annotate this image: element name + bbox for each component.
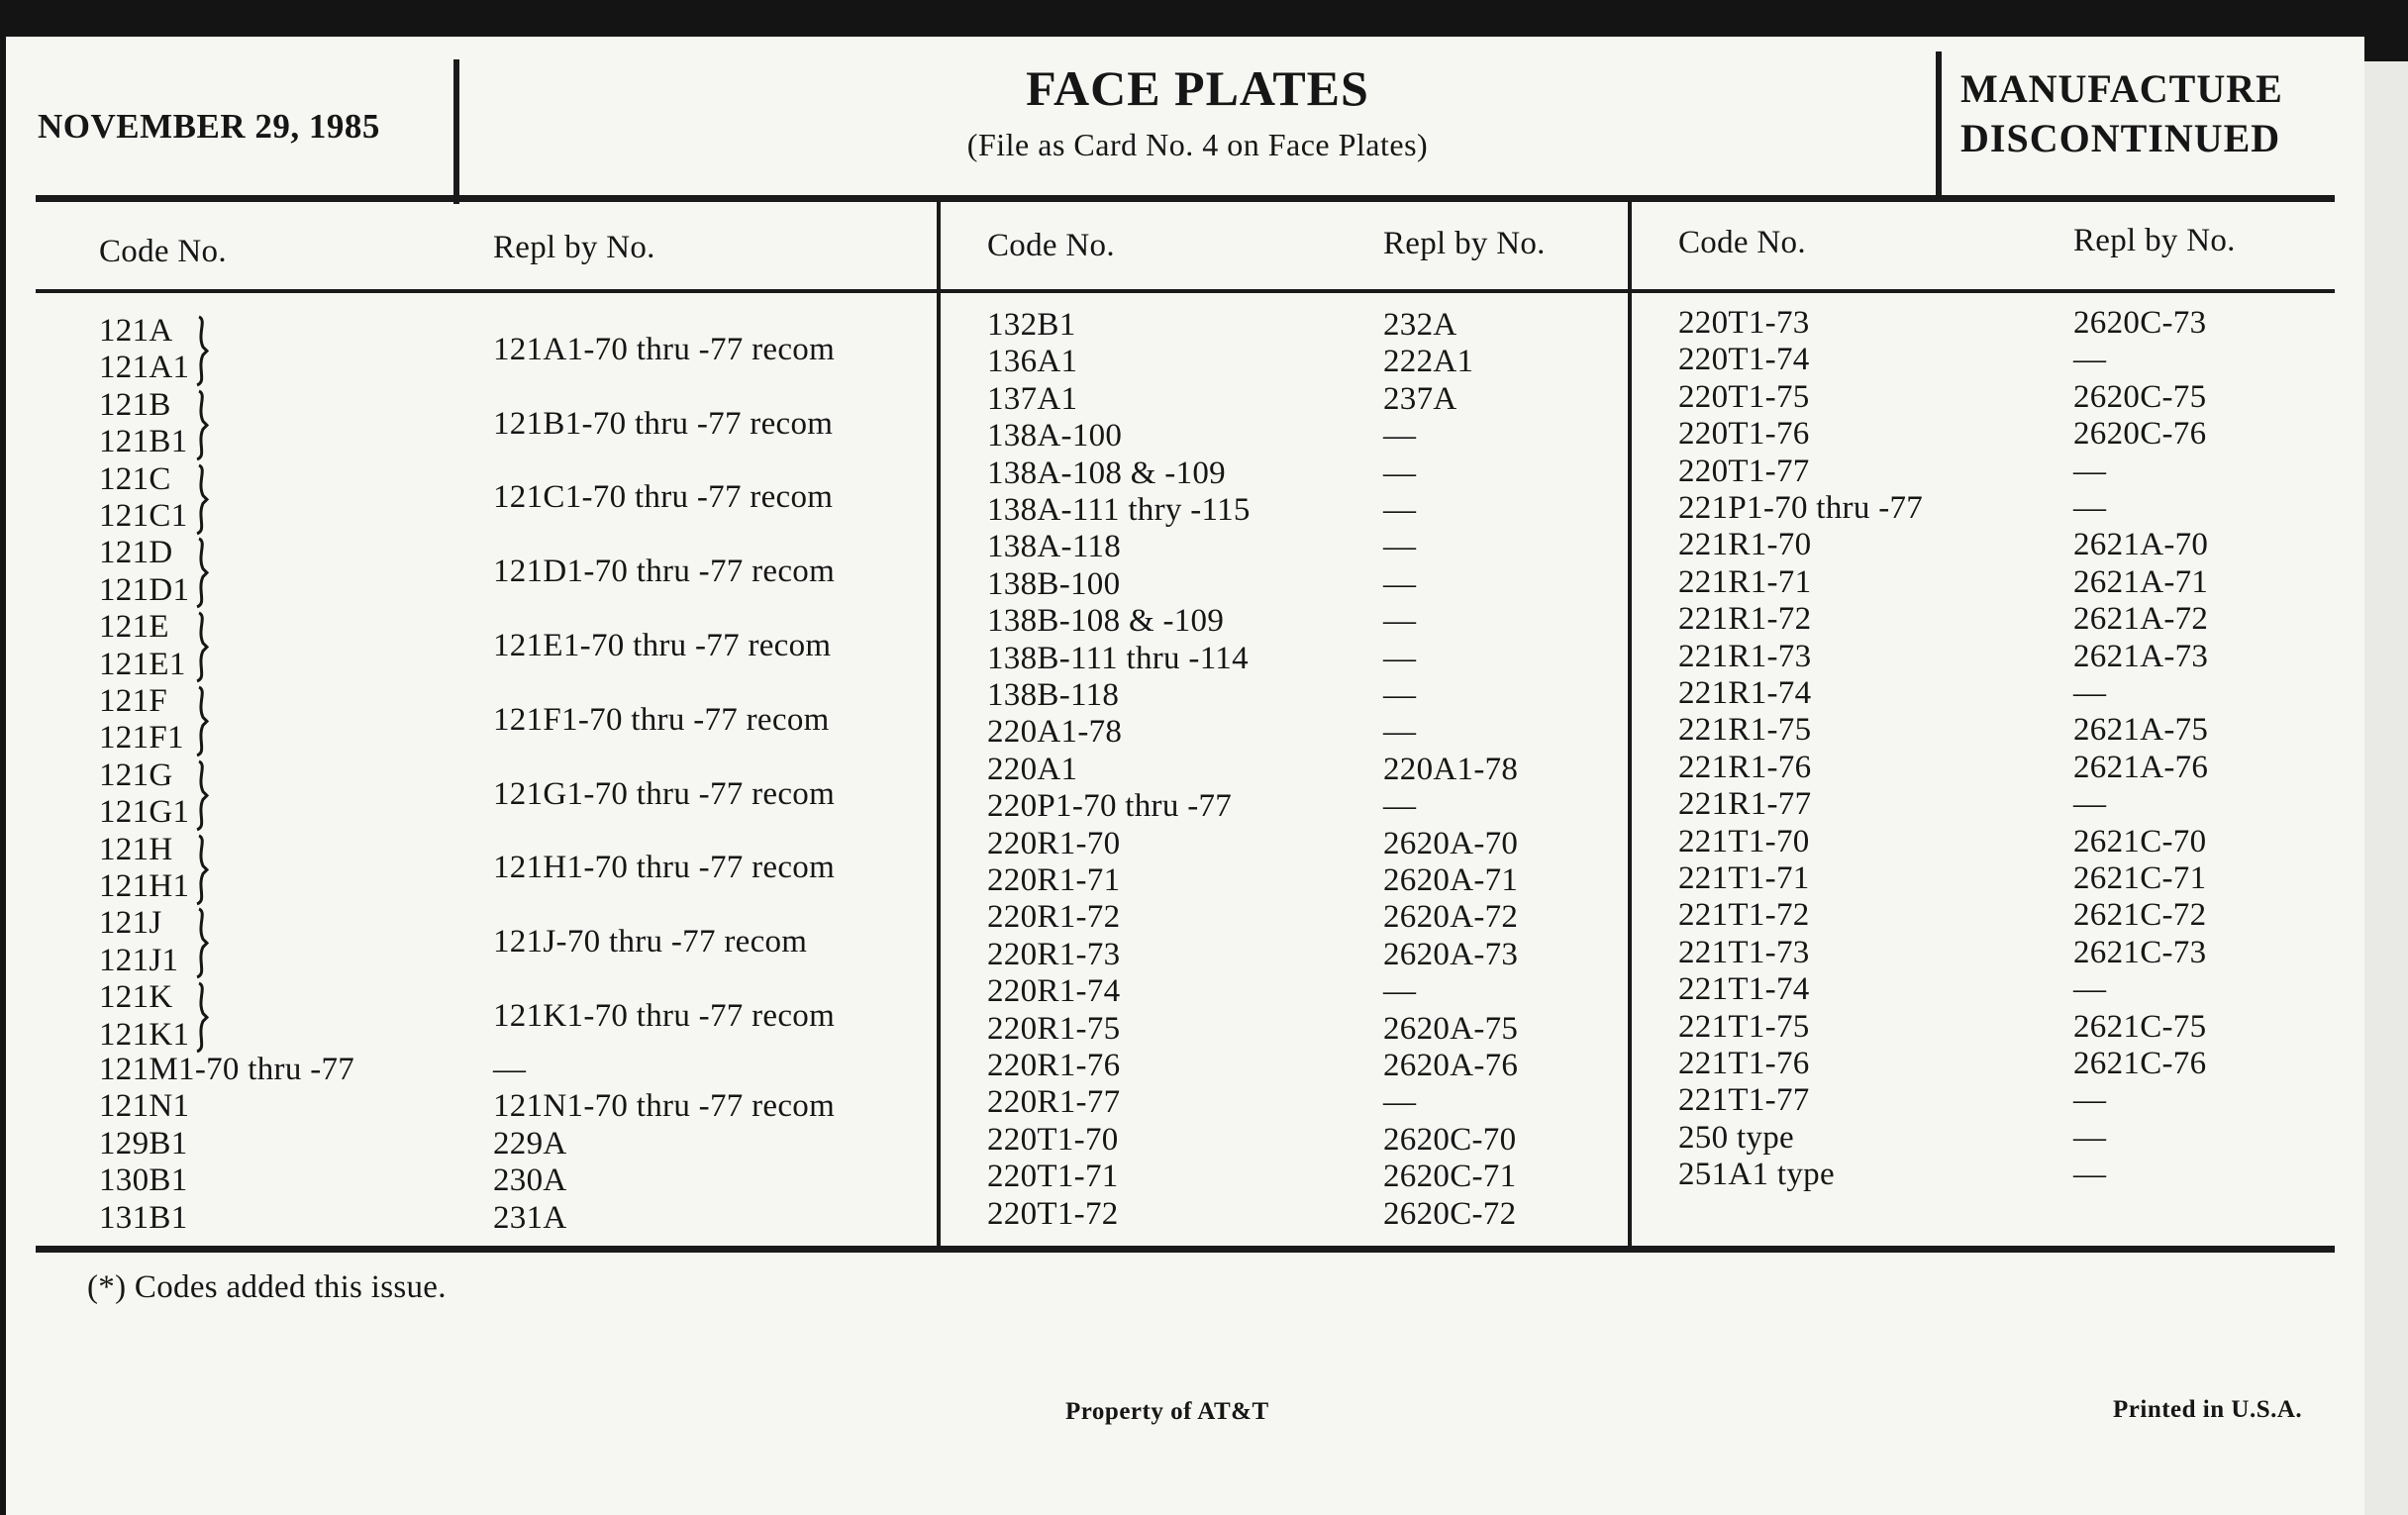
code-cell: 251A1 type <box>1678 1157 1835 1193</box>
repl-cell: 2620C-70 <box>1383 1121 1517 1158</box>
card-subtitle: (File as Card No. 4 on Face Plates) <box>966 127 1429 162</box>
code-cell: 121B <box>99 386 171 423</box>
code-cell: 138A-111 thry -115 <box>987 492 1251 528</box>
code-cell: 221T1-77 <box>1678 1082 1810 1119</box>
column-header-repl: Repl by No. <box>1383 226 1546 261</box>
brace-icon <box>193 613 215 681</box>
repl-cell: 2620A-72 <box>1383 899 1519 936</box>
code-cell: 121E1 <box>99 646 186 682</box>
repl-cell: — <box>2073 342 2107 378</box>
code-cell: 221T1-76 <box>1678 1046 1810 1081</box>
repl-cell: 121J-70 thru -77 recom <box>493 924 808 960</box>
code-cell: 250 type <box>1678 1119 1794 1156</box>
repl-cell: 2620A-70 <box>1383 825 1519 861</box>
column-header-repl: Repl by No. <box>2073 223 2236 258</box>
code-cell: 121F <box>99 683 168 719</box>
brace-icon <box>193 317 215 385</box>
code-cell: 121G <box>99 757 173 793</box>
code-cell: 138B-100 <box>987 565 1121 602</box>
repl-cell: 121H1-70 thru -77 recom <box>493 850 836 886</box>
code-cell: 121H <box>99 831 173 867</box>
code-cell: 220A1-78 <box>987 714 1123 751</box>
brace-icon <box>193 539 215 607</box>
footer-owner: Property of AT&T <box>1065 1398 1269 1425</box>
repl-cell: 2621A-72 <box>2073 601 2209 638</box>
code-cell: 221R1-71 <box>1678 563 1812 600</box>
code-cell: 221T1-74 <box>1678 971 1810 1008</box>
code-cell: 138A-100 <box>987 418 1123 454</box>
brace-icon <box>193 465 215 534</box>
column-header-repl: Repl by No. <box>493 230 655 265</box>
repl-cell: 2621C-72 <box>2073 897 2207 934</box>
repl-cell: — <box>2073 1119 2107 1156</box>
repl-cell: 2621A-76 <box>2073 749 2209 785</box>
repl-cell: 121K1-70 thru -77 recom <box>493 997 836 1034</box>
status-label-line2: DISCONTINUED <box>1960 116 2281 160</box>
code-cell: 121B1 <box>99 424 188 460</box>
repl-cell: 237A <box>1383 380 1457 417</box>
column-header-code: Code No. <box>99 234 227 269</box>
repl-cell: 2621C-70 <box>2073 823 2207 859</box>
code-cell: 121F1 <box>99 720 184 757</box>
code-cell: 221R1-75 <box>1678 712 1812 749</box>
brace-icon <box>193 909 215 977</box>
code-cell: 138A-118 <box>987 529 1121 565</box>
repl-cell: 121F1-70 thru -77 recom <box>493 701 830 738</box>
code-cell: 121K <box>99 979 173 1016</box>
repl-cell: 2621C-76 <box>2073 1046 2207 1081</box>
brace-icon <box>193 391 215 459</box>
code-cell: 221R1-74 <box>1678 675 1812 711</box>
code-cell: 220T1-74 <box>1678 342 1810 378</box>
code-cell: 220P1-70 thru -77 <box>987 788 1233 825</box>
repl-cell: 2621C-75 <box>2073 1008 2207 1045</box>
repl-cell: — <box>1383 529 1417 565</box>
repl-cell: — <box>1383 603 1417 640</box>
repl-cell: 121E1-70 thru -77 recom <box>493 627 832 663</box>
code-cell: 121J1 <box>99 942 179 978</box>
column-divider <box>937 200 941 1250</box>
code-cell: 221P1-70 thru -77 <box>1678 490 1924 526</box>
repl-cell: 2621A-73 <box>2073 638 2209 674</box>
repl-cell: 121B1-70 thru -77 recom <box>493 405 834 442</box>
code-cell: 221T1-73 <box>1678 934 1810 970</box>
code-cell: 121D <box>99 535 173 571</box>
repl-cell: — <box>1383 714 1417 751</box>
repl-cell: 2620C-73 <box>2073 305 2207 341</box>
repl-cell: 2620A-73 <box>1383 936 1519 972</box>
code-cell: 221R1-76 <box>1678 749 1812 785</box>
code-cell: 221R1-77 <box>1678 786 1812 823</box>
code-cell: 220R1-76 <box>987 1048 1121 1083</box>
repl-cell: — <box>493 1052 527 1087</box>
repl-cell: — <box>2073 675 2107 711</box>
code-cell: 220T1-75 <box>1678 378 1810 415</box>
code-cell: 130B1 <box>99 1162 188 1199</box>
repl-cell: 220A1-78 <box>1383 751 1519 787</box>
brace-icon <box>193 761 215 830</box>
code-cell: 132B1 <box>987 307 1076 343</box>
header-rule <box>36 195 2335 202</box>
repl-cell: 2621A-71 <box>2073 563 2209 600</box>
code-cell: 220R1-73 <box>987 936 1121 972</box>
footer-printed: Printed in U.S.A. <box>2113 1396 2303 1423</box>
repl-cell: 2620C-76 <box>2073 416 2207 453</box>
code-cell: 121D1 <box>99 571 190 608</box>
code-cell: 220R1-74 <box>987 973 1121 1010</box>
code-cell: 121G1 <box>99 794 190 831</box>
brace-icon <box>193 983 215 1052</box>
repl-cell: — <box>1383 492 1417 528</box>
repl-cell: — <box>2073 490 2107 526</box>
repl-cell: — <box>1383 565 1417 602</box>
repl-cell: — <box>2073 971 2107 1008</box>
card-title: FACE PLATES <box>1026 60 1369 116</box>
repl-cell: 121G1-70 thru -77 recom <box>493 775 836 812</box>
repl-cell: 2621C-73 <box>2073 934 2207 970</box>
code-cell: 220R1-71 <box>987 862 1121 898</box>
code-cell: 121A1 <box>99 350 190 386</box>
repl-cell: 231A <box>493 1199 567 1236</box>
code-cell: 121H1 <box>99 868 190 904</box>
repl-cell: — <box>1383 640 1417 676</box>
footnote: (*) Codes added this issue. <box>87 1269 447 1305</box>
column-header-code: Code No. <box>1678 225 1806 260</box>
code-cell: 137A1 <box>987 380 1078 417</box>
code-cell: 136A1 <box>987 344 1078 380</box>
repl-cell: 2620C-75 <box>2073 378 2207 415</box>
code-cell: 220T1-76 <box>1678 416 1810 453</box>
repl-cell: 230A <box>493 1162 567 1199</box>
repl-cell: 2621A-70 <box>2073 527 2209 563</box>
code-cell: 121E <box>99 609 169 646</box>
code-cell: 221T1-75 <box>1678 1008 1810 1045</box>
code-cell: 121M1-70 thru -77 <box>99 1052 355 1087</box>
code-cell: 121C1 <box>99 498 188 534</box>
code-cell: 220T1-71 <box>987 1159 1119 1195</box>
code-cell: 131B1 <box>99 1199 188 1236</box>
repl-cell: 232A <box>1383 307 1457 343</box>
code-cell: 221T1-71 <box>1678 860 1810 896</box>
code-cell: 220A1 <box>987 751 1078 787</box>
code-cell: 220T1-72 <box>987 1195 1119 1232</box>
code-cell: 221T1-70 <box>1678 823 1810 859</box>
column-divider <box>1628 200 1632 1250</box>
repl-cell: — <box>2073 1157 2107 1193</box>
code-cell: 129B1 <box>99 1125 188 1162</box>
code-cell: 121K1 <box>99 1016 190 1053</box>
card-edge <box>2364 61 2408 1515</box>
column-header-rule <box>36 289 2335 293</box>
brace-icon <box>193 687 215 756</box>
code-cell: 138B-118 <box>987 677 1120 713</box>
repl-cell: 2620C-72 <box>1383 1195 1517 1232</box>
code-cell: 220R1-75 <box>987 1010 1121 1047</box>
code-cell: 138B-108 & -109 <box>987 603 1225 640</box>
repl-cell: — <box>1383 1084 1417 1121</box>
repl-cell: — <box>2073 1082 2107 1119</box>
code-cell: 121N1 <box>99 1088 190 1125</box>
issue-date: NOVEMBER 29, 1985 <box>38 107 380 146</box>
repl-cell: 121C1-70 thru -77 recom <box>493 479 834 516</box>
repl-cell: 121N1-70 thru -77 recom <box>493 1088 836 1125</box>
repl-cell: 2621A-75 <box>2073 712 2209 749</box>
code-cell: 121J <box>99 905 162 942</box>
header-divider <box>1936 51 1942 197</box>
repl-cell: 2621C-71 <box>2073 860 2207 896</box>
code-cell: 221R1-73 <box>1678 638 1812 674</box>
column-header-code: Code No. <box>987 228 1115 263</box>
repl-cell: 2620A-71 <box>1383 862 1519 898</box>
repl-cell: — <box>2073 453 2107 489</box>
brace-icon <box>193 836 215 904</box>
table-bottom-rule <box>36 1246 2335 1253</box>
repl-cell: 2620C-71 <box>1383 1159 1517 1195</box>
status-label-line1: MANUFACTURE <box>1960 66 2283 111</box>
repl-cell: 229A <box>493 1125 567 1162</box>
repl-cell: — <box>1383 454 1417 491</box>
code-cell: 220R1-70 <box>987 825 1121 861</box>
repl-cell: — <box>1383 418 1417 454</box>
code-cell: 121A <box>99 313 173 349</box>
code-cell: 220R1-72 <box>987 899 1121 936</box>
code-cell: 221T1-72 <box>1678 897 1810 934</box>
code-cell: 220T1-73 <box>1678 305 1810 341</box>
repl-cell: 2620A-75 <box>1383 1010 1519 1047</box>
code-cell: 220R1-77 <box>987 1084 1121 1121</box>
code-cell: 220T1-70 <box>987 1121 1119 1158</box>
code-cell: 138A-108 & -109 <box>987 454 1226 491</box>
code-cell: 121C <box>99 460 171 497</box>
code-cell: 221R1-72 <box>1678 601 1812 638</box>
repl-cell: 222A1 <box>1383 344 1474 380</box>
repl-cell: — <box>1383 677 1417 713</box>
repl-cell: 2620A-76 <box>1383 1048 1519 1083</box>
code-cell: 220T1-77 <box>1678 453 1810 489</box>
repl-cell: — <box>1383 973 1417 1010</box>
repl-cell: 121D1-70 thru -77 recom <box>493 554 836 590</box>
repl-cell: 121A1-70 thru -77 recom <box>493 331 836 367</box>
repl-cell: — <box>2073 786 2107 823</box>
repl-cell: — <box>1383 788 1417 825</box>
code-cell: 221R1-70 <box>1678 527 1812 563</box>
code-cell: 138B-111 thru -114 <box>987 640 1249 676</box>
